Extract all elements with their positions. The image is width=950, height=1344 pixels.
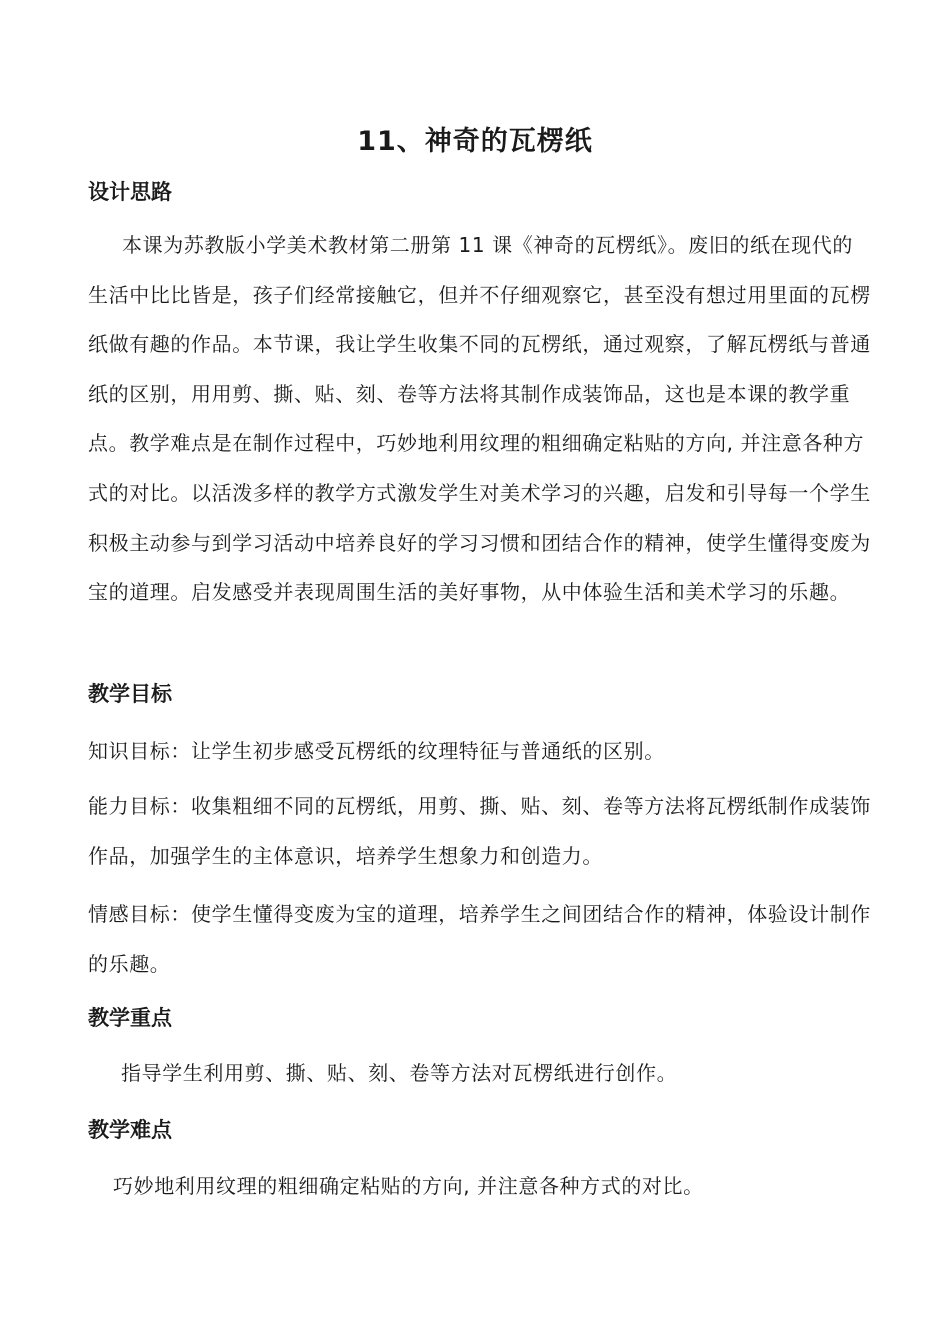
knowledge-goal: 知识目标：让学生初步感受瓦楞纸的纹理特征与普通纸的区别。 [88, 739, 665, 763]
ability-goal: 能力目标：收集粗细不同的瓦楞纸，用剪、撕、贴、刻、卷等方法将瓦楞纸制作成装饰作品，加强学生的主体意识，培养学生想象力和创造力。 [88, 794, 871, 868]
emotion-goal: 情感目标：使学生懂得变废为宝的道理，培养学生之间团结合作的精神，体验设计制作的乐趣。 [88, 902, 871, 976]
difficulties-text: 巧妙地利用纹理的粗细确定粘贴的方向, 并注意各种方式的对比。 [113, 1174, 704, 1198]
heading-teaching-key-points: 教学重点 [88, 1006, 172, 1030]
heading-teaching-difficulties: 教学难点 [88, 1118, 172, 1142]
heading-teaching-goals: 教学目标 [88, 682, 172, 706]
key-points-text: 指导学生利用剪、撕、贴、刻、卷等方法对瓦楞纸进行创作。 [121, 1061, 678, 1085]
design-ideas-paragraph: 本课为苏教版小学美术教材第二册第 11 课《神奇的瓦楞纸》。废旧的纸在现代的生活中比比皆是，孩子们经常接触它，但并不仔细观察它，甚至没有想过用里面的瓦楞纸做有趣的作品。本节课，我让学生收集不同的瓦楞纸，通过观察，了解瓦楞纸与普通纸的区别，用用剪、撕、贴、刻、卷等方法将其制作成装饰品，这也是本课的教学重点。教学难点是在制作过程中，巧妙地利用纹理的粗细确定粘贴的方向, 并注意各种方式的对比。以活泼多样的教学方式激发学生对美术学习的兴趣，启发和引导每一个学生积极主动参与到学习活动中培养良好的学习习惯和团结合作的精神，使学生懂得变废为宝的道理。启发感受并表现周围生活的美好事物，从中体验生活和美术学习的乐趣。 [88, 233, 871, 605]
heading-design-ideas: 设计思路 [88, 180, 172, 204]
document-title: 11、神奇的瓦楞纸 [357, 126, 593, 157]
